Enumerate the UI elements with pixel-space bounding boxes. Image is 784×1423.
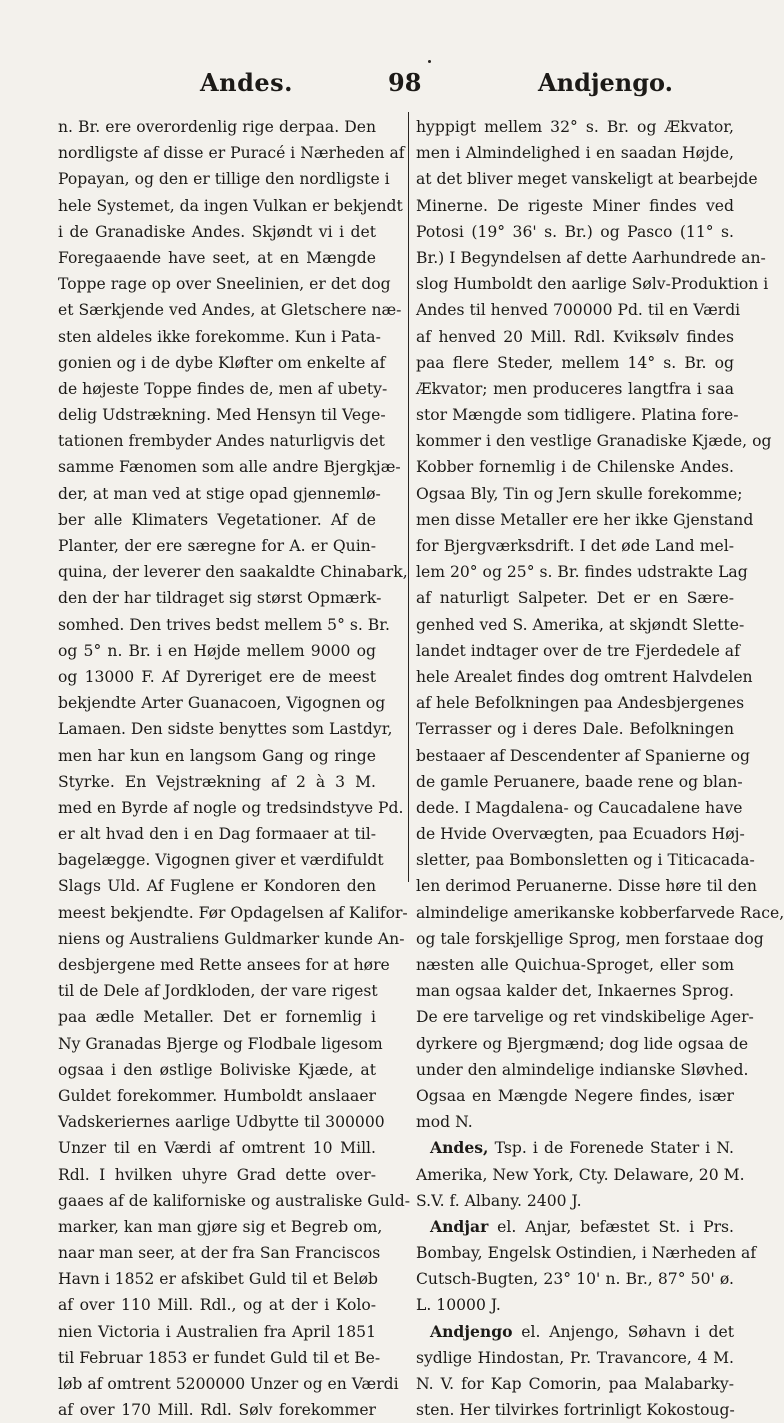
entry-line: L. 10000 J. [416,1296,501,1315]
text-line: delig Udstrækning. Med Hensyn til Vege- [58,406,386,425]
text-line: Planter, der ere særegne for A. er Quin- [58,537,376,555]
text-line: lem 20° og 25° s. Br. findes udstrakte Lag [416,563,748,582]
text-line: Styrke. En Vejstrækning af 2 à 3 M. [58,772,376,791]
text-line: hele Systemet, da ingen Vulkan er bekjendt [58,196,403,215]
text-line: len derimod Peruanerne. Disse høre til den [416,877,757,896]
page-header [60,68,710,102]
text-line: dyrkere og Bjergmænd; dog lide ogsaa de [416,1034,749,1053]
text-line: den der har tildraget sig størst Opmærk- [58,589,382,608]
text-line: Slags Uld. Af Fuglene er Kondoren den [58,877,376,896]
text-line: mod N. [416,1113,473,1132]
text-line: bestaaer af Descendenter af Spanierne og [416,746,750,765]
text-line: sletter, paa Bombonsletten og i Titicacada- [416,851,755,870]
text-line: Ogsaa en Mængde Negere findes, især [416,1086,734,1105]
text-line: Andes til henved 700000 Pd. til en Værdi [416,301,741,320]
text-line: Potosi (19° 36' s. Br.) og Pasco (11° s. [416,222,734,241]
text-line: ber alle Klimaters Vegetationer. Af de [58,510,376,529]
entry-text: el. Anjar, befæstet St. i Prs. [488,1217,734,1236]
text-line: og 13000 F. Af Dyreriget ere de meest [58,667,376,686]
text-line: et Særkjende ved Andes, at Gletschere næ- [58,301,402,320]
column-divider [408,112,409,882]
text-line: stor Mængde som tidligere. Platina fore- [416,406,739,425]
text-line: men disse Metaller ere her ikke Gjenstand [416,510,754,529]
text-line: desbjergene med Rette ansees for at høre [58,956,390,974]
text-line: bekjendte Arter Guanacoen, Vigognen og [58,694,386,713]
text-line: de gamle Peruanere, baade rene og blan- [416,772,743,791]
entry-line: Bombay, Engelsk Ostindien, i Nærheden af [416,1244,757,1263]
text-line: Lamaen. Den sidste benyttes som Lastdyr, [58,720,393,739]
text-line: er alt hvad den i en Dag formaaer at til- [58,825,376,844]
text-line: gonien og i de dybe Kløfter om enkelte af [58,353,386,372]
text-line: hele Arealet findes dog omtrent Halvdelen [416,667,753,686]
print-speck [428,60,431,63]
text-line: quina, der leverer den saakaldte Chinabark, [58,563,408,582]
text-line: somhed. Den trives bedst mellem 5° s. Br. [58,615,390,634]
text-line: for Bjergværksdrift. I det øde Land mel- [416,537,734,555]
text-line: der, at man ved at stige opad gjennemlø- [58,484,381,503]
text-line: Guldet forekommer. Humboldt anslaaer [58,1086,376,1105]
text-line: af henved 20 Mill. Rdl. Kviksølv findes [416,327,734,346]
text-line: Ækvator; men produceres langtfra i saa [416,379,734,398]
text-line: man ogsaa kalder det, Inkaernes Sprog. [416,982,734,1001]
text-line: Ogsaa Bly, Tin og Jern skulle forekomme; [416,484,743,503]
entry-line: N. V. for Kap Comorin, paa Malabarky- [416,1375,734,1393]
text-line: til de Dele af Jordkloden, der vare rigest [58,982,378,1001]
text-line: tationen frembyder Andes naturligvis det [58,432,385,451]
text-line: og tale forskjellige Sprog, men forstaae dog [416,929,764,948]
text-line: paa ædle Metaller. Det er fornemlig i [58,1008,376,1027]
text-line: til Februar 1853 er fundet Guld til et Be- [58,1348,381,1367]
text-line: dede. I Magdalena- og Caucadalene have [416,798,743,817]
text-line: bagelægge. Vigognen giver et værdifuldt [58,851,384,870]
text-line: de højeste Toppe findes de, men af ubety- [58,379,388,398]
right-column [416,114,784,1423]
text-line: Havn i 1852 er afskibet Guld til et Beløb [58,1270,378,1289]
text-line: hyppigt mellem 32° s. Br. og Ækvator, [416,118,734,136]
text-line: nien Victoria i Australien fra April 1851 [58,1322,376,1341]
page-number: 98 [388,68,422,97]
entry-first-line [416,1214,734,1240]
text-line: nordligste af disse er Puracé i Nærheden af [58,144,405,163]
text-line: i de Granadiske Andes. Skjøndt vi i det [58,222,376,241]
text-line: af hele Befolkningen paa Andesbjergenes [416,694,745,713]
header-right-word: Andjengo. [538,68,673,97]
text-line: Unzer til en Værdi af omtrent 10 Mill. [58,1139,376,1158]
entry-line: sten. Her tilvirkes fortrinligt Kokostoug- [416,1401,735,1420]
entry-keyword: Andes, [430,1138,489,1158]
text-line: niens og Australiens Guldmarker kunde An- [58,929,405,948]
text-line: Br.) I Begyndelsen af dette Aarhundrede an- [416,248,766,267]
text-line: almindelige amerikanske kobberfarvede Race, [416,903,784,922]
text-line: Terrasser og i deres Dale. Befolkningen [416,720,734,739]
text-line: marker, kan man gjøre sig et Begreb om, [58,1217,383,1236]
entry-keyword: Andjengo [430,1321,513,1341]
text-line: samme Fænomen som alle andre Bjergkjæ- [58,458,401,477]
text-line: gaaes af de kaliforniske og australiske Guld- [58,1191,410,1210]
text-line: Popayan, og den er tillige den nordligste i [58,170,390,189]
text-line: kommer i den vestlige Granadiske Kjæde, og [416,432,772,451]
entry-line: Cutsch-Bugten, 23° 10' n. Br., 87° 50' ø. [416,1270,734,1289]
text-line: n. Br. ere overordenlig rige derpaa. Den [58,118,376,136]
text-line: med en Byrde af nogle og tredsindstyve Pd. [58,798,404,817]
entry-first-line [416,1135,734,1161]
entry-first-line [416,1319,734,1345]
text-line: af over 170 Mill. Rdl. Sølv forekommer [58,1401,376,1420]
text-line: Kobber fornemlig i de Chilenske Andes. [416,458,734,477]
text-line: De ere tarvelige og ret vindskibelige Ager- [416,1008,754,1027]
text-line: sten aldeles ikke forekomme. Kun i Pata- [58,327,381,346]
text-line: Ny Granadas Bjerge og Flodbale ligesom [58,1034,383,1053]
entry-line: sydlige Hindostan, Pr. Travancore, 4 M. [416,1348,734,1367]
text-line: og 5° n. Br. i en Højde mellem 9000 og [58,641,376,660]
text-line: Toppe rage op over Sneelinien, er det dog [58,275,391,294]
entry-line: S.V. f. Albany. 2400 J. [416,1191,582,1210]
text-line: ogsaa i den østlige Boliviske Kjæde, at [58,1060,376,1079]
text-line: af over 110 Mill. Rdl., og at der i Kolo- [58,1296,376,1315]
header-left-word: Andes. [200,68,293,97]
text-line: paa flere Steder, mellem 14° s. Br. og [416,353,734,372]
text-line: næsten alle Quichua-Sproget, eller som [416,956,734,974]
text-line: genhed ved S. Amerika, at skjøndt Slette- [416,615,745,634]
entry-text: el. Anjengo, Søhavn i det [512,1322,734,1341]
text-line: men har kun en langsom Gang og ringe [58,746,376,765]
text-line: landet indtager over de tre Fjerdedele af [416,641,740,660]
text-line: men i Almindelighed i en saadan Højde, [416,144,734,163]
text-line: at det bliver meget vanskeligt at bearbejde [416,170,758,189]
text-line: af naturligt Salpeter. Det er en Sære- [416,589,734,608]
text-line: Vadskeriernes aarlige Udbytte til 300000 [58,1113,385,1132]
text-line: de Hvide Overvægten, paa Ecuadors Høj- [416,825,745,844]
text-line: meest bekjendte. Før Opdagelsen af Kalifor- [58,903,408,922]
entry-keyword: Andjar [430,1216,489,1236]
entry-line: Amerika, New York, Cty. Delaware, 20 M. [416,1165,745,1184]
text-line: Rdl. I hvilken uhyre Grad dette over- [58,1165,376,1184]
entry-text: Tsp. i de Forenede Stater i N. [488,1139,734,1158]
text-line: Minerne. De rigeste Miner findes ved [416,196,734,215]
text-line: Foregaaende have seet, at en Mængde [58,248,376,267]
text-line: under den almindelige indianske Sløvhed. [416,1060,749,1079]
left-column [58,114,410,1423]
text-line: naar man seer, at der fra San Franciscos [58,1244,381,1263]
text-line: slog Humboldt den aarlige Sølv-Produktion i [416,275,769,294]
text-line: løb af omtrent 5200000 Unzer og en Værdi [58,1375,399,1393]
